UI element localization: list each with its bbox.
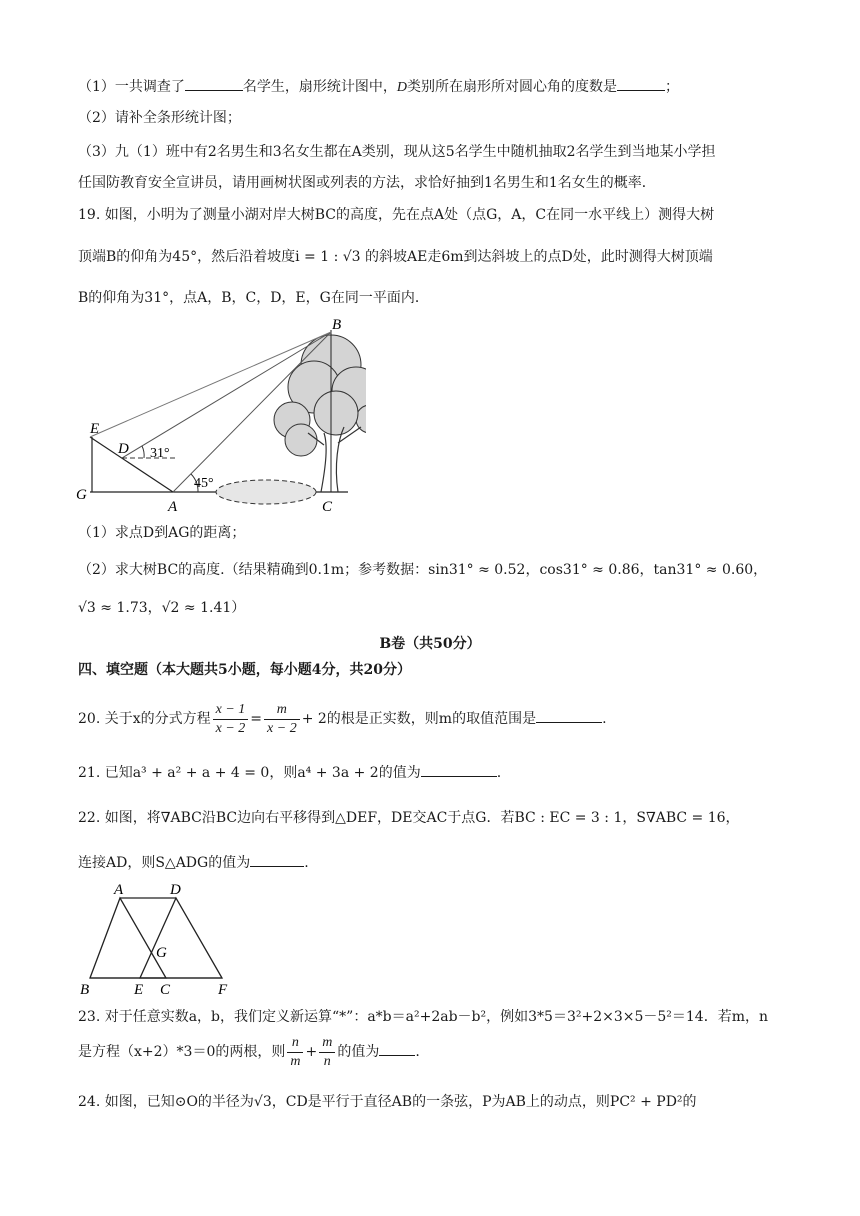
- tree-icon: [274, 330, 366, 492]
- q19-sub2-line2: √3 ≈ 1.73，√2 ≈ 1.41）: [78, 600, 246, 616]
- q22-line2-text: 连接AD，则S△ADG的值为: [78, 855, 251, 871]
- answer-blank[interactable]: [536, 708, 602, 723]
- label-e: E: [134, 982, 144, 998]
- q20-fraction-2: $\frac{m}{x - 2}$: [264, 701, 300, 738]
- q22-end: .: [304, 855, 309, 871]
- section-b-title: B卷（共50分）: [379, 636, 481, 652]
- q20-fraction-1: $\frac{x - 1}{x - 2}$: [213, 701, 249, 738]
- q20-end: .: [602, 711, 607, 727]
- q18-part1-var-d: D: [396, 80, 408, 95]
- q20-equals: =: [250, 711, 263, 727]
- q18-part3-line1: （3）九（1）班中有2名男生和3名女生都在A类别，现从这5名学生中随机抽取2名学生到当地某小学担: [78, 144, 716, 160]
- q21-text: 21. 已知a³ + a² + a + 4 = 0，则a⁴ + 3a + 2的值为: [78, 765, 421, 781]
- label-d: D: [118, 441, 129, 457]
- answer-blank[interactable]: [421, 762, 497, 777]
- q20-plus: + 2: [301, 711, 327, 727]
- q18-part1-text-a: （1）一共调查了: [78, 79, 185, 95]
- q18-part1-text-c: 类别所在扇形所对圆心角的度数是: [407, 79, 618, 95]
- q23-line2-text-a: 是方程（x+2）*3＝0的两根，则: [78, 1044, 286, 1060]
- q18-part1-end: ；: [665, 79, 680, 95]
- q18-part2: （2）请补全条形统计图；: [78, 110, 241, 126]
- label-e: E: [90, 421, 100, 437]
- q21-end: .: [496, 765, 502, 781]
- label-f: F: [218, 982, 228, 998]
- q20: [78, 700, 607, 738]
- q19-figure: [76, 315, 366, 515]
- answer-blank[interactable]: [379, 1041, 415, 1056]
- answer-blank[interactable]: [617, 76, 665, 91]
- label-b: B: [332, 317, 342, 333]
- label-a: A: [114, 882, 124, 898]
- angle-45-label: 45°: [194, 476, 214, 491]
- q23-fraction-2: $\frac{m}{n}$: [319, 1034, 335, 1071]
- q20-suffix: 的根是正实数，则m的取值范围是: [326, 711, 537, 727]
- label-d: D: [170, 882, 181, 898]
- label-c: C: [322, 499, 333, 515]
- q23-end: .: [415, 1044, 420, 1060]
- q23-fraction-1: $\frac{n}{m}$: [287, 1034, 303, 1071]
- q23-line2-text-b: 的值为: [337, 1044, 380, 1060]
- q24-line1: 24. 如图，已知⊙O的半径为√3，CD是平行于直径AB的一条弦，P为AB上的动点，则PC² + PD²的: [78, 1094, 697, 1110]
- answer-blank[interactable]: [185, 76, 243, 91]
- label-g: G: [76, 487, 87, 503]
- q23-plus: +: [305, 1044, 318, 1060]
- q19-line3: B的仰角为31°，点A，B，C，D，E，G在同一平面内．: [78, 290, 429, 306]
- section-heading: 四、填空题（本大题共5小题，每小题4分，共20分）: [78, 662, 411, 678]
- q18-part1: [78, 76, 679, 98]
- q21: [78, 762, 501, 783]
- q23-line1: 23. 对于任意实数a，b，我们定义新运算“*”：a*b＝a²+2ab－b²，例如3*5＝3²+2×3×5－5²＝14．若m，n: [78, 1009, 768, 1025]
- q18-part1-text-b: 名学生，扇形统计图中，: [242, 79, 397, 95]
- label-c: C: [160, 982, 171, 998]
- q20-prefix: 20. 关于x的分式方程: [78, 711, 211, 727]
- label-b: B: [80, 982, 90, 998]
- q22-figure: [76, 880, 246, 1000]
- answer-blank[interactable]: [250, 852, 304, 867]
- label-a: A: [168, 499, 178, 515]
- q19-line2: 顶端B的仰角为45°，然后沿着坡度i = 1 : √3 的斜坡AE走6m到达斜坡上的点D处，此时测得大树顶端: [78, 249, 713, 265]
- q19-sub2-line1: （2）求大树BC的高度.（结果精确到0.1m；参考数据：sin31° ≈ 0.52，cos31° ≈ 0.86，tan31° ≈ 0.60，: [78, 562, 768, 578]
- q18-part3-line2: 任国防教育安全宣讲员，请用画树状图或列表的方法，求恰好抽到1名男生和1名女生的概率．: [78, 175, 656, 191]
- q22-line1: 22. 如图，将∇ABC沿BC边向右平移得到△DEF，DE交AC于点G．若BC : EC = 3 : 1，S∇ABC = 16，: [78, 810, 740, 826]
- angle-31-label: 31°: [150, 446, 170, 461]
- q19-sub1: （1）求点D到AG的距离；: [78, 525, 246, 541]
- q23-line2: [78, 1032, 420, 1072]
- q19-line1: 19. 如图，小明为了测量小湖对岸大树BC的高度，先在点A处（点G，A，C在同一水平线上）测得大树: [78, 207, 715, 223]
- label-g: G: [156, 945, 167, 961]
- q22-line2: [78, 852, 309, 873]
